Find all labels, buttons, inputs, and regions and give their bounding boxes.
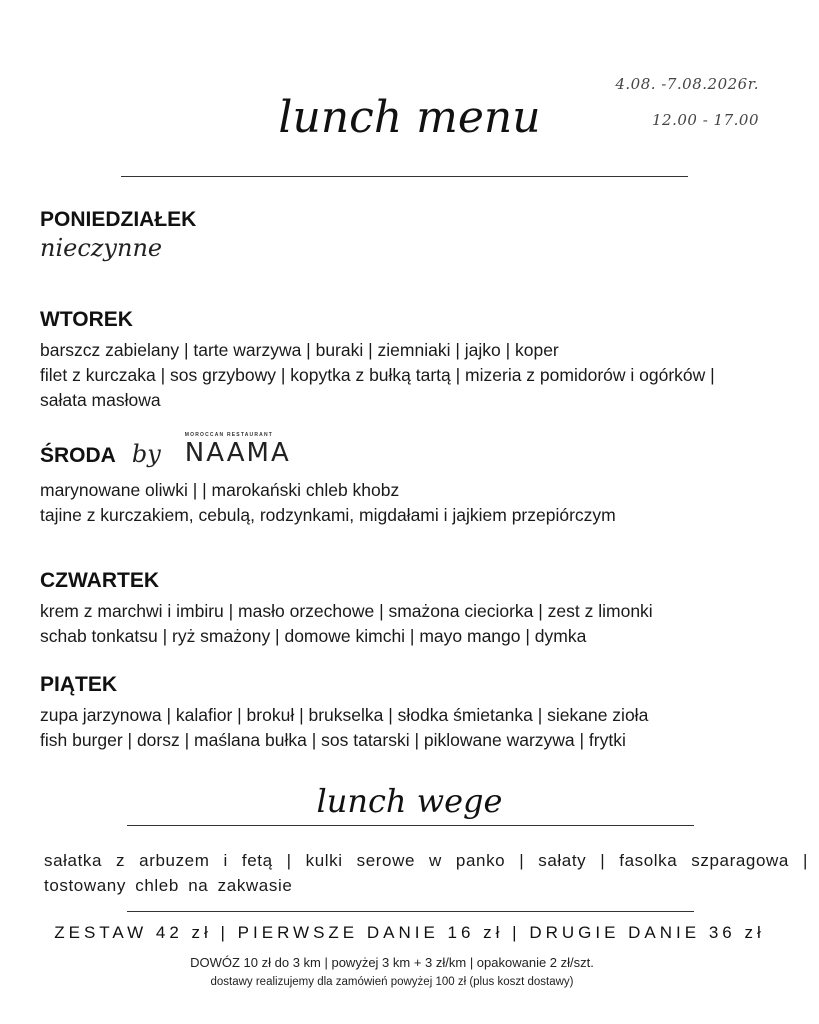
price-list: ZESTAW 42 zł | PIERWSZE DANIE 16 zł | DRUGIE DANIE 36 zł	[54, 923, 765, 942]
menu-line: barszcz zabielany | tarte warzywa | buraki | ziemniaki | jajko | koper	[40, 340, 559, 360]
date-range: 4.08. -7.08.2026r.	[615, 75, 759, 93]
minimum-order-info: dostawy realizujemy dla zamówień powyżej 100 zł (plus koszt dostawy)	[210, 976, 574, 988]
wege-title: lunch wege	[316, 782, 503, 820]
menu-line: tajine z kurczakiem, cebulą, rodzynkami, migdałami i jajkiem przepiórczym	[40, 505, 616, 525]
page-title: lunch menu	[278, 92, 541, 143]
naama-logo	[185, 432, 291, 468]
menu-line: marynowane oliwki | | marokański chleb khobz	[40, 480, 400, 500]
menu-line: fish burger | dorsz | maślana bułka | sos tatarski | piklowane warzywa | frytki	[40, 730, 626, 750]
menu-line: filet z kurczaka | sos grzybowy | kopytka z bułką tartą | mizeria z pomidorów i ogórków |	[40, 365, 715, 385]
day-tuesday	[40, 308, 715, 413]
day-name: PONIEDZIAŁEK	[40, 208, 197, 231]
footer-divider	[127, 911, 694, 912]
wege-divider	[127, 825, 694, 826]
day-name: PIĄTEK	[40, 673, 118, 696]
serving-hours: 12.00 - 17.00	[652, 111, 759, 129]
logo-tagline: MOROCCAN RESTAURANT	[184, 432, 274, 438]
day-wednesday	[40, 432, 616, 528]
day-friday	[40, 673, 648, 753]
day-monday	[40, 208, 196, 262]
logo-wordmark: NAAMA	[184, 438, 291, 468]
day-name: WTOREK	[40, 308, 133, 331]
menu-line: sałata masłowa	[40, 390, 161, 410]
day-name: CZWARTEK	[40, 569, 159, 592]
closed-note: nieczynne	[40, 234, 163, 262]
menu-line: krem z marchwi i imbiru | masło orzechowe | smażona cieciorka | zest z limonki	[40, 601, 653, 621]
title-divider	[121, 176, 688, 177]
by-label: by	[131, 440, 161, 468]
day-thursday	[40, 569, 653, 649]
delivery-info: DOWÓZ 10 zł do 3 km | powyżej 3 km + 3 zł/km | opakowanie 2 zł/szt.	[190, 955, 594, 970]
day-name: ŚRODA	[40, 444, 116, 467]
wege-menu-text: sałatka z arbuzem i fetą | kulki serowe w panko | sałaty | fasolka szparagowa | tostowany chleb na zakwasie	[44, 851, 808, 895]
menu-line: zupa jarzynowa | kalafior | brokuł | brukselka | słodka śmietanka | siekane zioła	[40, 705, 649, 725]
menu-line: schab tonkatsu | ryż smażony | domowe kimchi | mayo mango | dymka	[40, 626, 587, 646]
